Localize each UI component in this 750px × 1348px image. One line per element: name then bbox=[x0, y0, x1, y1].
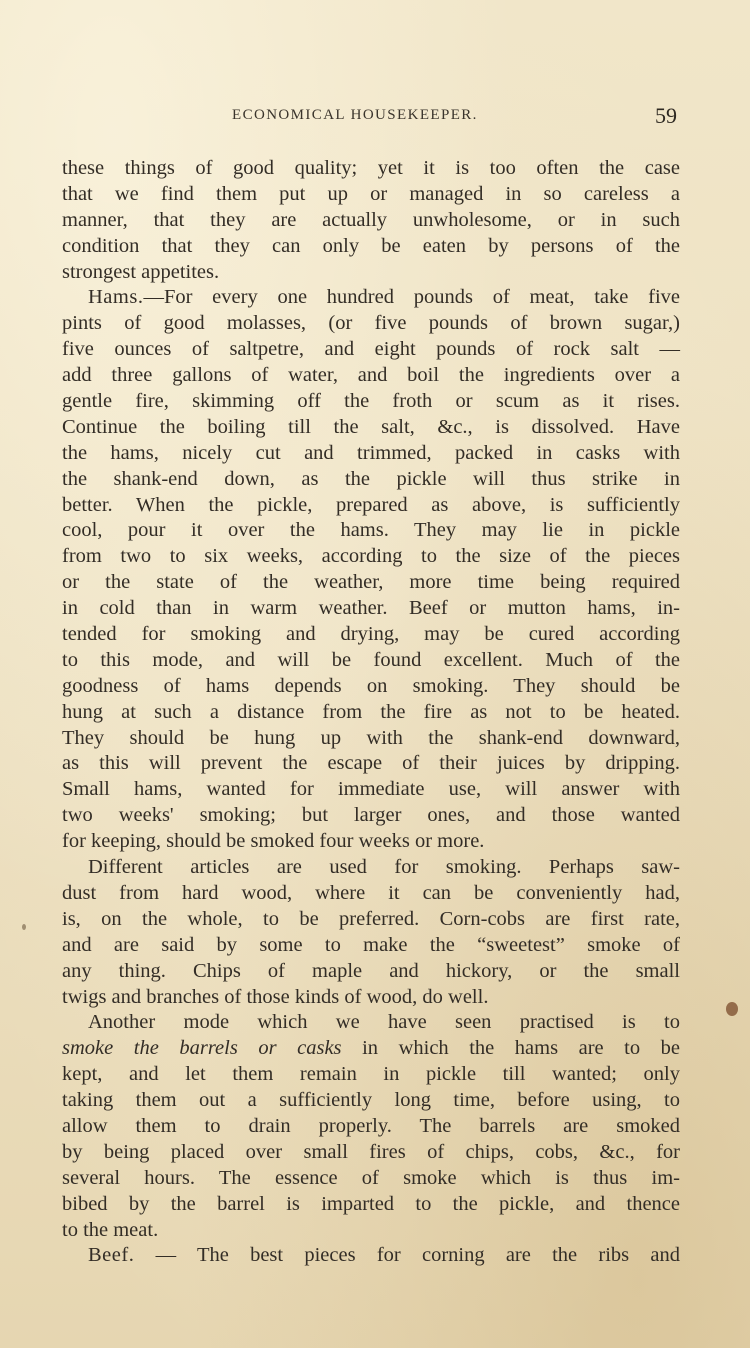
text-line: and are said by some to make the “sweetest” smoke of bbox=[62, 933, 680, 956]
text-line: strongest appetites. bbox=[62, 260, 220, 283]
text-line: taking them out a sufficiently long time, before using, to bbox=[62, 1089, 680, 1112]
ink-speck bbox=[22, 924, 26, 930]
text-line-tail: —For every one hundred pounds of meat, take five bbox=[143, 286, 680, 309]
text-line: Another mode which we have seen practised is to bbox=[88, 1011, 680, 1034]
text-line: kept, and let them remain in pickle till wanted; only bbox=[62, 1063, 680, 1086]
text-line: dust from hard wood, where it can be conveniently had, bbox=[62, 881, 680, 904]
text-line: add three gallons of water, and boil the ingredients over a bbox=[62, 364, 680, 387]
text-line-italic bbox=[62, 1036, 680, 1062]
text-line: in cold than in warm weather. Beef or mutton hams, in- bbox=[62, 597, 680, 620]
text-line: allow them to drain properly. The barrels are smoked bbox=[62, 1114, 680, 1137]
text-line: bibed by the barrel is imparted to the pickle, and thence bbox=[62, 1192, 680, 1215]
text-line: gentle fire, skimming off the froth or scum as it rises. bbox=[62, 390, 680, 413]
text-line: or the state of the weather, more time being required bbox=[62, 571, 680, 594]
text-line-tail: in which the hams are to be bbox=[341, 1037, 681, 1060]
text-line: several hours. The essence of smoke which is thus im- bbox=[62, 1166, 680, 1189]
text-line: goodness of hams depends on smoking. They should be bbox=[62, 674, 680, 697]
page-number: 59 bbox=[655, 103, 677, 128]
text-line-tail: — The best pieces for corning are the ribs and bbox=[134, 1244, 680, 1267]
text-line: the shank-end down, as the pickle will thus strike in bbox=[62, 467, 680, 490]
text-line: to this mode, and will be found excellent. Much of the bbox=[62, 648, 680, 671]
text-line: by being placed over small fires of chips, cobs, &c., for bbox=[62, 1140, 680, 1163]
text-line-hams bbox=[62, 285, 680, 311]
text-line: from two to six weeks, according to the size of the pieces bbox=[62, 545, 680, 568]
text-line: hung at such a distance from the fire as not to be heated. bbox=[62, 700, 680, 723]
text-line: that we find them put up or managed in so careless a bbox=[62, 182, 680, 205]
text-line: these things of good quality; yet it is too often the case bbox=[62, 157, 680, 179]
italic-phrase: smoke the barrels or casks bbox=[62, 1037, 342, 1060]
text-line: any thing. Chips of maple and hickory, or the small bbox=[62, 959, 680, 982]
text-line: twigs and branches of those kinds of wood, do well. bbox=[62, 985, 489, 1008]
text-line: two weeks' smoking; but larger ones, and those wanted bbox=[62, 804, 680, 827]
text-line: as this will prevent the escape of their juices by dripping. bbox=[62, 752, 680, 775]
text-line: pints of good molasses, (or five pounds of brown sugar,) bbox=[62, 312, 680, 335]
text-line: Different articles are used for smoking. Perhaps saw- bbox=[88, 856, 680, 879]
body-text bbox=[62, 156, 680, 1269]
hams-heading: Hams. bbox=[88, 286, 144, 309]
text-line: condition that they can only be eaten by persons of the bbox=[62, 234, 680, 257]
beef-heading: Beef. bbox=[88, 1244, 135, 1267]
ink-stain bbox=[726, 1002, 738, 1016]
text-line-beef bbox=[62, 1243, 680, 1269]
running-head bbox=[0, 104, 750, 134]
text-line: five ounces of saltpetre, and eight pounds of rock salt — bbox=[62, 338, 680, 361]
text-line: They should be hung up with the shank-end downward, bbox=[62, 726, 680, 749]
text-line: is, on the whole, to be preferred. Corn-cobs are first rate, bbox=[62, 907, 680, 930]
text-line: manner, that they are actually unwholesome, or in such bbox=[62, 208, 680, 231]
text-line: better. When the pickle, prepared as above, is sufficiently bbox=[62, 493, 680, 516]
text-line: Small hams, wanted for immediate use, will answer with bbox=[62, 778, 680, 801]
text-line: Continue the boiling till the salt, &c., is dissolved. Have bbox=[62, 415, 680, 438]
text-line: cool, pour it over the hams. They may lie in pickle bbox=[62, 519, 680, 542]
text-line: for keeping, should be smoked four weeks or more. bbox=[62, 830, 485, 853]
text-line: to the meat. bbox=[62, 1218, 159, 1241]
text-line: the hams, nicely cut and trimmed, packed in casks with bbox=[62, 441, 680, 464]
running-title: ECONOMICAL HOUSEKEEPER. bbox=[232, 107, 478, 123]
text-line: tended for smoking and drying, may be cured according bbox=[62, 623, 680, 646]
